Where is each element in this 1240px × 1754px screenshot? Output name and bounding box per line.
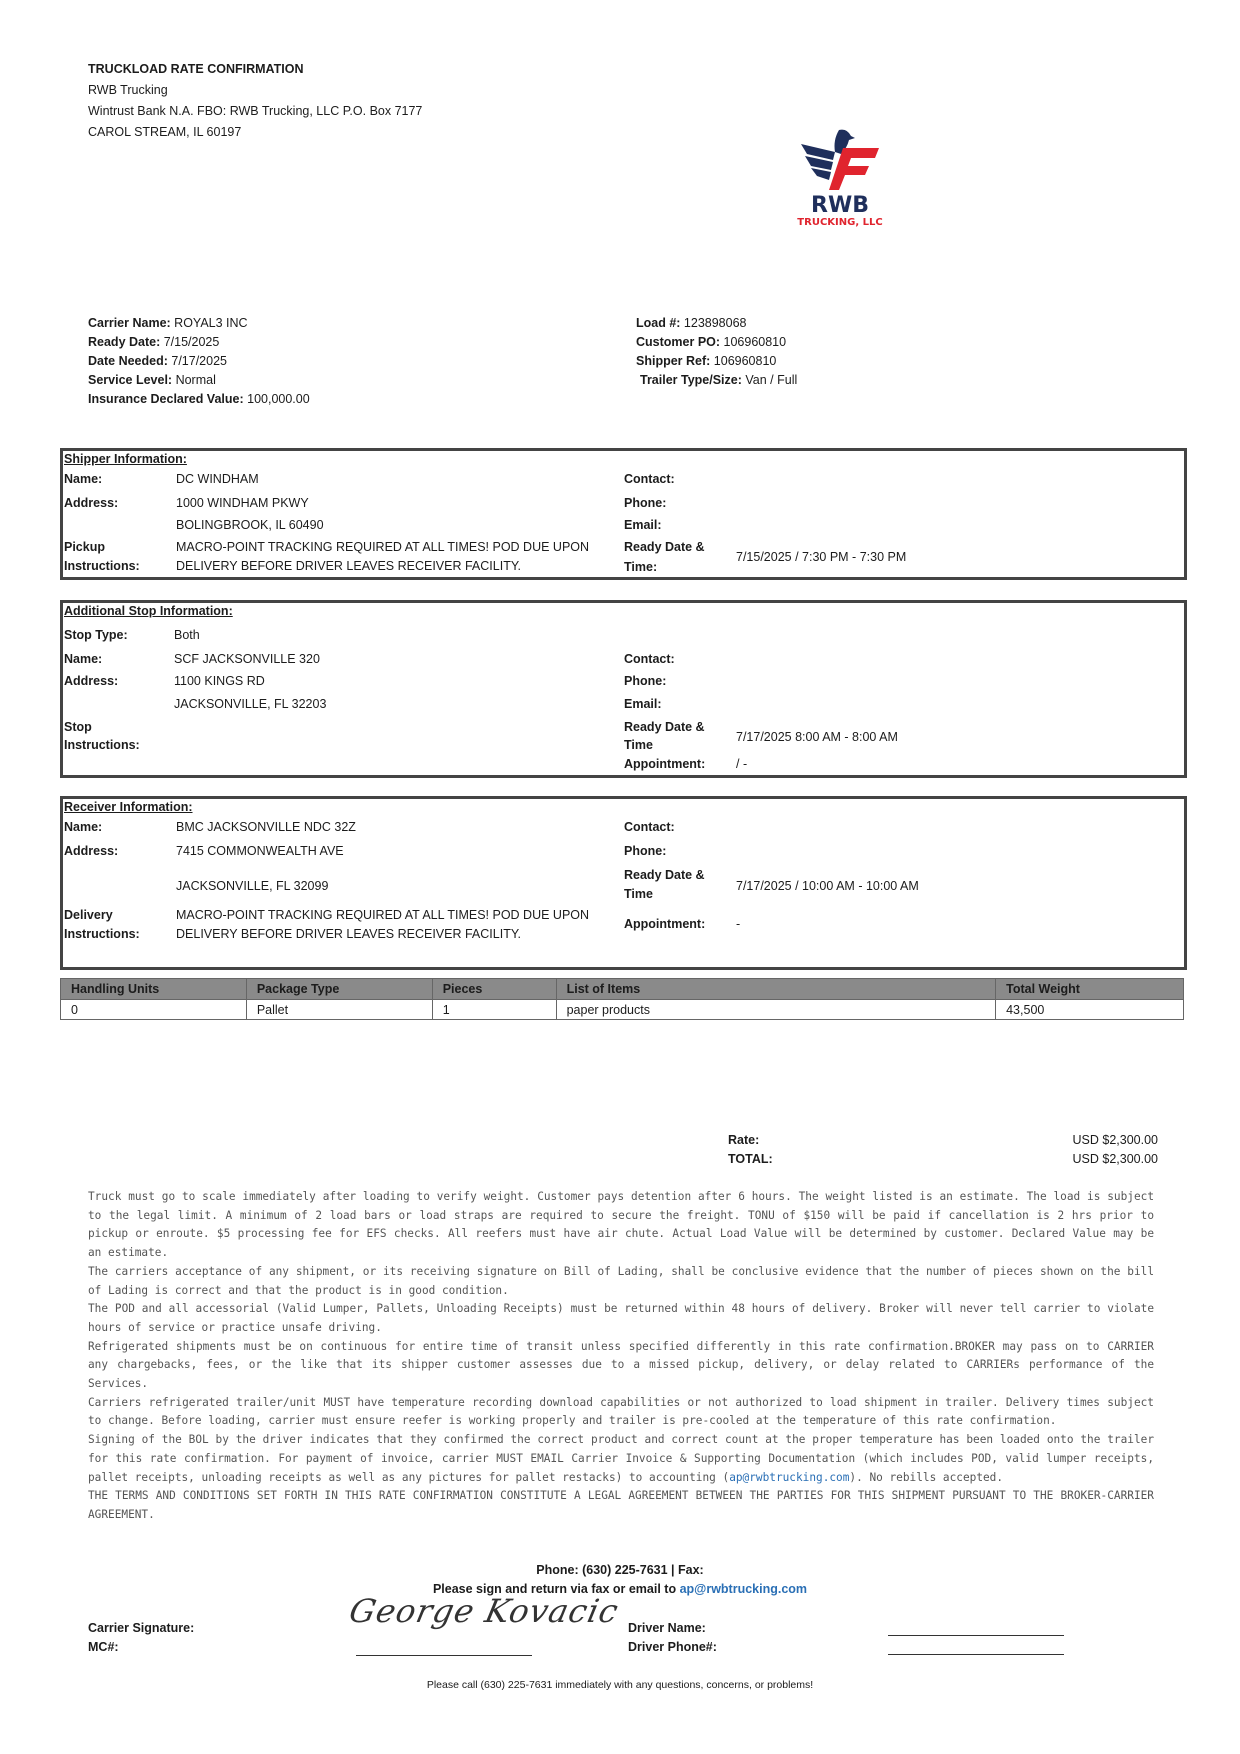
shipper-address-line1: 1000 WINDHAM PKWY (176, 496, 309, 510)
load-detail-value: ROYAL3 INC (170, 316, 248, 330)
stop-ready-datetime: 7/17/2025 8:00 AM - 8:00 AM (736, 730, 898, 744)
items-header-row (61, 979, 1184, 1000)
shipper-name: DC WINDHAM (176, 472, 259, 486)
cell-pieces: 1 (432, 1000, 556, 1020)
terms-text: Signing of the BOL by the driver indicates that they confirmed the correct product and correct count at the proper temperature has been loaded onto the trailer for this rate confirmation. For payment of invoice, carrier MUST EMAIL Carrier Invoice & Supporting Documentation (which includes POD, valid lumper receipts, pallet receipts, unloading receipts as well as any pictures for pallet restacks) to accounting ( (88, 1433, 1154, 1484)
shipper-instructions-label-2: Instructions: (64, 559, 140, 573)
shipper-instructions-label: Pickup (64, 540, 105, 554)
shipper-info-box (60, 448, 1187, 580)
load-detail-label: Load #: (636, 316, 681, 330)
load-detail-label: Ready Date: (88, 335, 161, 349)
shipper-phone-label: Phone: (624, 496, 667, 510)
terms-paragraph: The POD and all accessorial (Valid Lumper, Pallets, Unloading Receipts) must be returned within 48 hours of delivery. Broker will never tell carrier to violate hours of service or practice unsafe driving. (88, 1302, 1154, 1334)
items-table (60, 978, 1184, 1020)
load-detail-label: Trailer Type/Size: (640, 373, 742, 387)
svg-text:RWB: RWB (811, 193, 869, 218)
stop-section-title: Additional Stop Information: (64, 604, 233, 618)
col-total-weight: Total Weight (996, 979, 1184, 1000)
stop-name: SCF JACKSONVILLE 320 (174, 652, 320, 666)
receiver-name-label: Name: (64, 820, 103, 834)
receiver-info-box (60, 796, 1187, 970)
load-detail-value: 7/17/2025 (167, 354, 227, 368)
load-detail-row (88, 335, 310, 354)
stop-instructions-label: Stop (64, 720, 92, 734)
carrier-signature: George Kovacic (345, 1592, 623, 1630)
stop-address-label: Address: (64, 674, 119, 688)
bank-line: Wintrust Bank N.A. FBO: RWB Trucking, LLC P.O. Box 7177 (88, 104, 423, 118)
shipper-instructions-line1: MACRO-POINT TRACKING REQUIRED AT ALL TIMES! POD DUE UPON (176, 540, 590, 554)
shipper-instructions-line2: DELIVERY BEFORE DRIVER LEAVES RECEIVER FACILITY. (176, 559, 522, 573)
load-detail-label: Service Level: (88, 373, 173, 387)
mc-number-label: MC#: (88, 1640, 119, 1654)
stop-ready-label: Ready Date & (624, 720, 705, 734)
svg-text:TRUCKING, LLC: TRUCKING, LLC (797, 217, 883, 228)
stop-contact-label: Contact: (624, 652, 675, 666)
footer-note: Please call (630) 225-7631 immediately with any questions, concerns, or problems! (426, 1679, 814, 1691)
load-detail-row (636, 373, 797, 392)
load-detail-label: Date Needed: (88, 354, 168, 368)
cell-handling-units: 0 (61, 1000, 247, 1020)
stop-address-line2: JACKSONVILLE, FL 32203 (174, 697, 327, 711)
col-package-type: Package Type (246, 979, 432, 1000)
shipper-address-line2: BOLINGBROOK, IL 60490 (176, 518, 324, 532)
rate-value: USD $2,300.00 (1072, 1133, 1158, 1147)
load-detail-row (88, 373, 310, 392)
company-logo (785, 128, 895, 228)
driver-name-label: Driver Name: (628, 1621, 706, 1635)
load-detail-row (636, 354, 797, 373)
driver-name-line[interactable] (888, 1635, 1064, 1636)
load-detail-label: Insurance Declared Value: (88, 392, 244, 406)
load-detail-value: 106960810 (710, 354, 777, 368)
col-handling-units: Handling Units (61, 979, 247, 1000)
receiver-section-title: Receiver Information: (64, 800, 193, 814)
stop-instructions-label-2: Instructions: (64, 738, 140, 752)
stop-email-label: Email: (624, 697, 662, 711)
load-detail-label: Shipper Ref: (636, 354, 711, 368)
terms-paragraph: The carriers acceptance of any shipment, or its receiving signature on Bill of Lading, shall be conclusive evidence that the number of pieces shown on the bill of Lading is correct and that the product is in good condition. (88, 1264, 1154, 1297)
receiver-name: BMC JACKSONVILLE NDC 32Z (176, 820, 356, 834)
shipper-ready-label: Ready Date & (624, 540, 705, 554)
total-value: USD $2,300.00 (1072, 1152, 1158, 1166)
receiver-instructions-label: Delivery (64, 908, 113, 922)
load-detail-value: 106960810 (720, 335, 787, 349)
cell-total-weight: 43,500 (996, 1000, 1184, 1020)
rate-label: Rate: (728, 1133, 760, 1147)
shipper-name-label: Name: (64, 472, 103, 486)
city-line: CAROL STREAM, IL 60197 (88, 125, 242, 139)
receiver-instructions-line1: MACRO-POINT TRACKING REQUIRED AT ALL TIMES! POD DUE UPON (176, 908, 590, 922)
stop-address-line1: 1100 KINGS RD (174, 674, 265, 688)
eagle-flag-logo-icon (785, 128, 895, 228)
load-detail-value: 7/15/2025 (160, 335, 220, 349)
document-title: TRUCKLOAD RATE CONFIRMATION (88, 62, 304, 76)
receiver-contact-label: Contact: (624, 820, 675, 834)
receiver-address-line2: JACKSONVILLE, FL 32099 (176, 879, 329, 893)
mc-number-line[interactable] (356, 1655, 532, 1656)
total-label: TOTAL: (728, 1152, 773, 1166)
stop-type: Both (174, 628, 200, 642)
receiver-ready-label-2: Time (624, 887, 653, 901)
terms-paragraph: Carriers refrigerated trailer/unit MUST have temperature recording download capabilities or not authorized to load shipment in trailer. Delivery times subject to change. Before loading, carrier must ensure reefer is working properly and trailer is pre-cooled at the temperature of this rate confirmation. (88, 1395, 1154, 1428)
accounting-email-link[interactable]: ap@rwbtrucking.com (729, 1470, 850, 1484)
col-list-of-items: List of Items (556, 979, 996, 1000)
sign-return-text: Please sign and return via fax or email to (432, 1582, 677, 1596)
terms-paragraph: Truck must go to scale immediately after loading to verify weight. Customer pays detention after 6 hours. The weight listed is an estimate. The load is subject to the legal limit. A minimum of 2 load bars or load straps are required to secure the freight. TONU of $150 will be paid if cancellation is 2 hrs prior to pickup or enroute. $5 processing fee for EFS checks. All reefers must have air chute. Actual Load Value will be determined by customer. Declared Value may be an estimate. (88, 1190, 1154, 1260)
terms-paragraph (88, 1431, 1154, 1487)
sign-return-email-link[interactable]: ap@rwbtrucking.com (679, 1582, 808, 1596)
receiver-instructions-label-2: Instructions: (64, 927, 140, 941)
receiver-ready-label: Ready Date & (624, 868, 705, 882)
load-detail-label: Customer PO: (636, 335, 721, 349)
table-row (61, 1000, 1184, 1020)
shipper-section-title: Shipper Information: (64, 452, 187, 466)
load-detail-value: 123898068 (680, 316, 747, 330)
load-detail-row (636, 335, 797, 354)
shipper-email-label: Email: (624, 518, 662, 532)
shipper-address-label: Address: (64, 496, 119, 510)
load-detail-value: Van / Full (741, 373, 798, 387)
receiver-address-label: Address: (64, 844, 119, 858)
load-details-left (88, 316, 310, 411)
stop-name-label: Name: (64, 652, 103, 666)
terms-and-conditions (88, 1188, 1154, 1525)
driver-phone-line[interactable] (888, 1654, 1064, 1655)
terms-paragraph: THE TERMS AND CONDITIONS SET FORTH IN THIS RATE CONFIRMATION CONSTITUTE A LEGAL AGREEMENT BETWEEN THE PARTIES FOR THIS SHIPMENT PURSUANT TO THE BROKER-CARRIER AGREEMENT. (88, 1489, 1154, 1521)
cell-package-type: Pallet (246, 1000, 432, 1020)
stop-type-label: Stop Type: (64, 628, 128, 642)
driver-phone-label: Driver Phone#: (628, 1640, 717, 1654)
load-detail-row (636, 316, 797, 335)
load-detail-row (88, 392, 310, 411)
load-detail-row (88, 316, 310, 335)
receiver-instructions-line2: DELIVERY BEFORE DRIVER LEAVES RECEIVER FACILITY. (176, 927, 522, 941)
receiver-phone-label: Phone: (624, 844, 667, 858)
additional-stop-box (60, 600, 1187, 778)
stop-appointment-label: Appointment: (624, 757, 706, 771)
phone-fax-line: Phone: (630) 225-7631 | Fax: (536, 1563, 704, 1577)
receiver-address-line1: 7415 COMMONWEALTH AVE (176, 844, 344, 858)
stop-ready-label-2: Time (624, 738, 653, 752)
receiver-ready-datetime: 7/17/2025 / 10:00 AM - 10:00 AM (736, 879, 919, 893)
terms-text: ). No rebills accepted. (849, 1470, 1004, 1484)
carrier-signature-label: Carrier Signature: (88, 1621, 195, 1635)
company-name: RWB Trucking (88, 83, 168, 97)
load-detail-value: 100,000.00 (243, 392, 310, 406)
cell-list-of-items: paper products (556, 1000, 996, 1020)
stop-appointment: / - (736, 757, 748, 771)
receiver-appointment: - (736, 917, 741, 931)
load-detail-value: Normal (172, 373, 216, 387)
load-details-right (636, 316, 797, 392)
col-pieces: Pieces (432, 979, 556, 1000)
receiver-appointment-label: Appointment: (624, 917, 706, 931)
shipper-ready-datetime: 7/15/2025 / 7:30 PM - 7:30 PM (736, 550, 907, 564)
shipper-ready-label-2: Time: (624, 560, 658, 574)
load-detail-label: Carrier Name: (88, 316, 171, 330)
terms-paragraph: Refrigerated shipments must be on continuous for entire time of transit unless specified differently in this rate confirmation.BROKER may pass on to CARRIER any chargebacks, fees, or the like that its shipper customer assesses due to a missed pickup, delivery, or delay related to CARRIERs performance of the Services. (88, 1339, 1154, 1391)
load-detail-row (88, 354, 310, 373)
stop-phone-label: Phone: (624, 674, 667, 688)
shipper-contact-label: Contact: (624, 472, 675, 486)
